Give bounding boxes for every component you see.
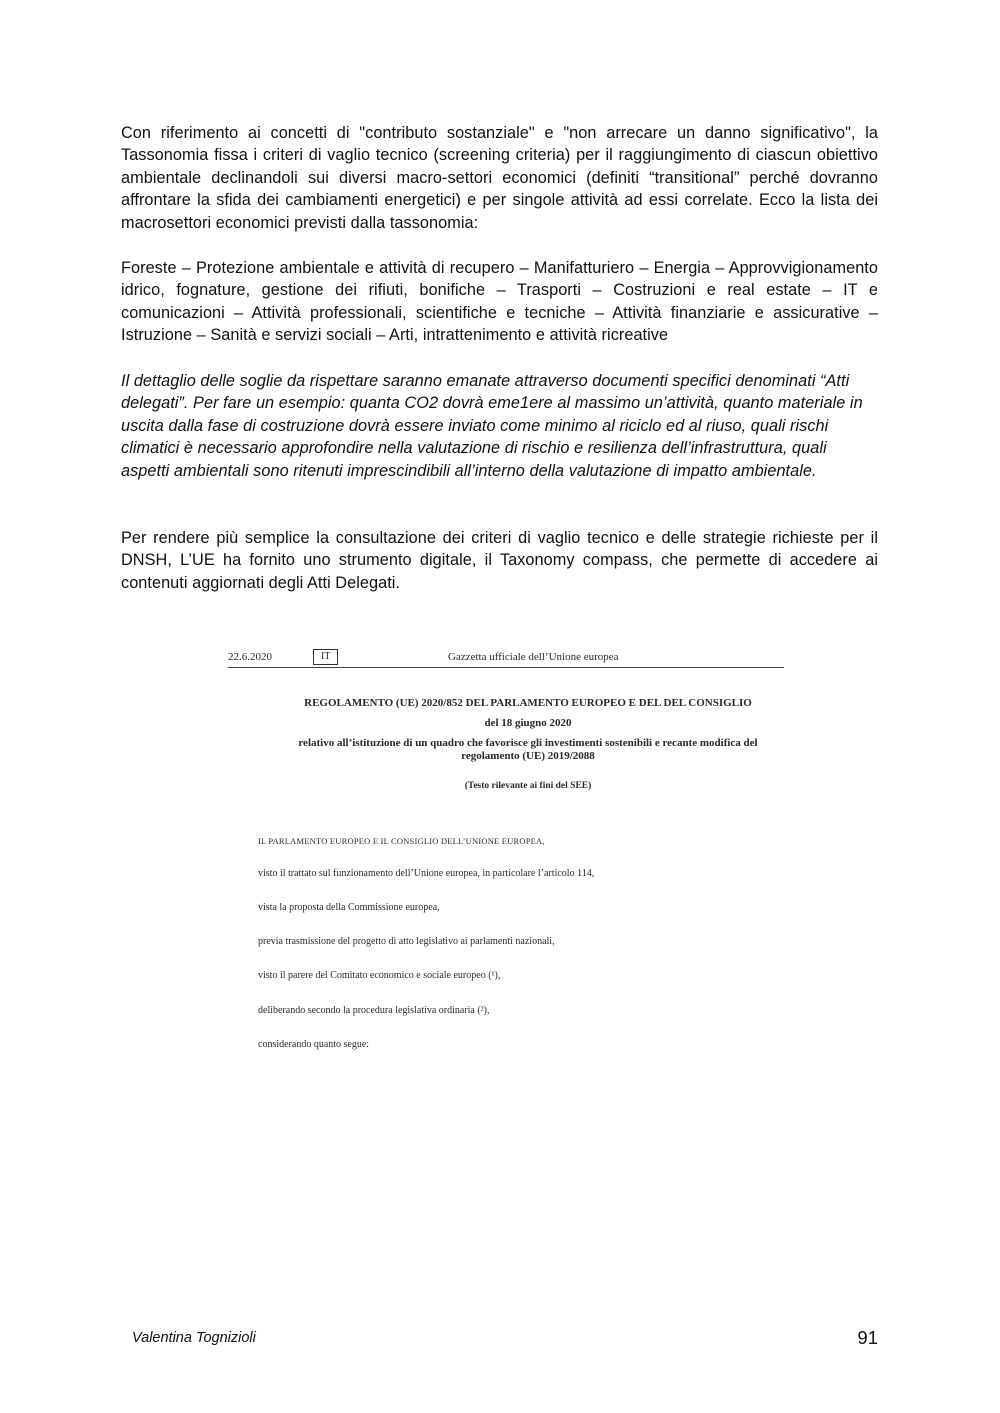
paragraph-taxonomy-compass: Per rendere più semplice la consultazione dei criteri di vaglio tecnico e delle strategie richieste per il DNSH, L’UE ha fornito uno strumento digitale, il Taxonomy compass, che permette di accedere ai contenuti aggiornati degli Atti Delegati. xyxy=(121,529,878,592)
gazette-line: visto il trattato sul funzionamento dell’Unione europea, in particolare l’articolo 114, xyxy=(258,868,595,879)
gazette-date: 22.6.2020 xyxy=(228,651,272,663)
gazette-language-box: IT xyxy=(313,649,338,665)
footer-author: Valentina Tognizioli xyxy=(132,1330,256,1346)
gazette-header-rule xyxy=(228,667,784,668)
gazette-publication-title: Gazzetta ufficiale dell’Unione europea xyxy=(448,651,619,663)
gazette-line: considerando quanto segue: xyxy=(258,1039,370,1050)
gazette-line: vista la proposta della Commissione europea, xyxy=(258,902,440,913)
gazette-line: previa trasmissione del progetto di atto legislativo ai parlamenti nazionali, xyxy=(258,936,555,947)
regulation-date: del 18 giugno 2020 xyxy=(484,717,572,729)
regulation-subject: relativo all’istituzione di un quadro che favorisce gli investimenti sostenibili e recante modifica del regolamento (UE) 2019/2088 xyxy=(298,737,758,762)
gazette-line: IL PARLAMENTO EUROPEO E IL CONSIGLIO DELL’UNIONE EUROPEA, xyxy=(258,836,545,846)
regulation-title: REGOLAMENTO (UE) 2020/852 DEL PARLAMENTO EUROPEO E DEL DEL CONSIGLIO xyxy=(304,697,752,709)
page-number: 91 xyxy=(857,1327,878,1348)
paragraph-macrosectors-list: Foreste – Protezione ambientale e attività di recupero – Manifatturiero – Energia – Approvvigionamento idrico, fognature, gestione dei rifiuti, bonifiche – Trasporti – Costruzioni e real estate – IT e comunicazioni – Attività professionali, scientifiche e tecniche – Attività finanziarie e assicurative – Istruzione – Sanità e servizi sociali – Arti, intrattenimento e attività ricreative xyxy=(121,259,878,345)
regulation-relevance: (Testo rilevante ai fini del SEE) xyxy=(464,781,592,791)
gazette-line: deliberando secondo la procedura legislativa ordinaria (²), xyxy=(258,1005,490,1016)
gazette-line: visto il parere del Comitato economico e sociale europeo (¹), xyxy=(258,970,501,981)
gazette-excerpt-image xyxy=(228,640,788,1070)
paragraph-taxonomy-criteria: Con riferimento ai concetti di "contributo sostanziale" e "non arrecare un danno significativo", la Tassonomia fissa i criteri di vaglio tecnico (screening criteria) per il raggiungimento di ciascun obiettivo ambientale declinandoli sui diversi macro-settori economici (definiti “transitional” perché dovranno affrontare la sfida dei cambiamenti energetici) e per singole attività ad essi correlate. Ecco la lista dei macrosettori economici previsti dalla tassonomia: xyxy=(121,124,878,232)
paragraph-delegated-acts: Il dettaglio delle soglie da rispettare saranno emanate attraverso documenti specifici denominati “Atti delegati”. Per fare un esempio: quanta CO2 dovrà eme1ere al massimo un’attività, quanto materiale in uscita dalla fase di costruzione dovrà essere inviato come minimo al riciclo ed al riuso, quali rischi climatici è necessario approfondire nella valutazione di rischio e resilienza dell’infrastruttura, quali aspetti ambientali sono ritenuti imprescindibili all’interno della valutazione di impatto ambientale. xyxy=(121,372,863,480)
gazette-header xyxy=(228,648,784,666)
